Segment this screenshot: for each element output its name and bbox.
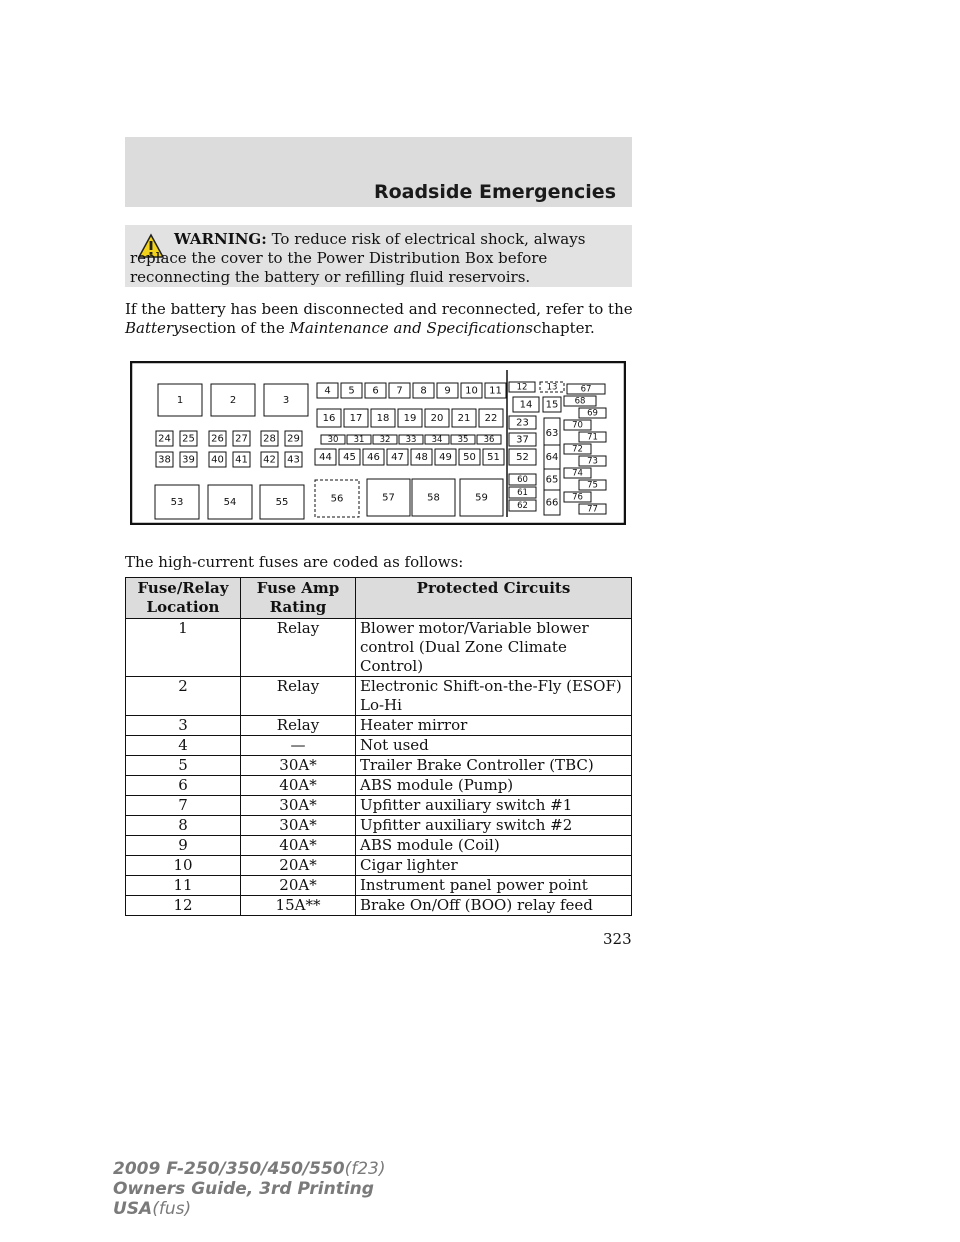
fuse-label: 45 <box>343 452 356 463</box>
fuse-16 <box>317 409 341 427</box>
fuse-46 <box>363 449 384 465</box>
fuse-label: 6 <box>372 385 379 397</box>
table-row <box>126 619 632 677</box>
fuse-label: 8 <box>420 385 427 397</box>
fuse-51 <box>483 449 504 465</box>
section-title: Roadside Emergencies <box>373 181 616 203</box>
fuse-58 <box>412 479 455 516</box>
fuse-label: 9 <box>444 385 451 397</box>
fuse-label: 41 <box>235 454 248 466</box>
fuse-33 <box>399 435 423 445</box>
cell-circuit: Electronic Shift-on-the-Fly (ESOF) Lo-Hi <box>356 677 632 716</box>
fuse-label: 23 <box>516 417 529 429</box>
page-number: 323 <box>603 930 632 948</box>
fuse-4 <box>317 383 338 398</box>
fuse-24 <box>156 431 173 446</box>
table-row <box>126 856 632 876</box>
cell-circuit: Upfitter auxiliary switch #2 <box>356 816 632 836</box>
warning-body: To reduce risk of electrical shock, always replace the cover to the Power Distribution Box before reconnecting the battery or refilling fluid reservoirs. <box>130 230 586 286</box>
fuse-2 <box>211 384 255 416</box>
fuse-61 <box>509 487 536 498</box>
fuse-label: 51 <box>487 452 500 463</box>
fuse-label: 1 <box>176 395 184 406</box>
fuse-label: 49 <box>439 452 452 463</box>
fuse-label: 28 <box>263 433 276 445</box>
fuse-label: 58 <box>427 492 440 504</box>
fuse-1 <box>158 384 202 416</box>
fuse-10 <box>461 383 482 398</box>
warning-text <box>130 230 626 287</box>
fuse-25 <box>180 431 197 446</box>
fuse-label: 24 <box>158 433 171 445</box>
cell-rating: Relay <box>241 716 356 736</box>
fuse-label: 76 <box>572 492 583 503</box>
fuse-59 <box>460 479 503 516</box>
cell-rating: 20A* <box>241 856 356 876</box>
cell-location: 5 <box>126 756 241 776</box>
cell-circuit: Cigar lighter <box>356 856 632 876</box>
table-row <box>126 756 632 776</box>
fuse-20 <box>425 409 449 427</box>
fuse-44 <box>315 449 336 465</box>
fuse-label: 43 <box>287 454 300 466</box>
fuse-label: 50 <box>463 452 476 463</box>
fuse-label: 13 <box>546 382 558 393</box>
fuse-label: 27 <box>235 433 248 445</box>
cell-circuit: Upfitter auxiliary switch #1 <box>356 796 632 816</box>
fuse-43 <box>285 452 302 467</box>
table-row <box>126 677 632 716</box>
fuse-69 <box>579 408 606 419</box>
fuse-72 <box>564 444 591 455</box>
fuse-14 <box>513 397 539 412</box>
fuse-37 <box>509 433 536 446</box>
fuse-label: 71 <box>587 432 598 443</box>
fuse-34 <box>425 435 449 445</box>
fuse-label: 3 <box>282 395 290 406</box>
fuse-23 <box>509 416 536 429</box>
fuse-label: 31 <box>353 435 365 445</box>
cell-location: 4 <box>126 736 241 756</box>
cell-rating: 40A* <box>241 776 356 796</box>
intro-text-a: If the battery has been disconnected and reconnected, refer to the <box>125 300 633 318</box>
fuse-label: 57 <box>382 492 395 504</box>
fuse-label: 38 <box>158 454 171 466</box>
fuse-label: 46 <box>367 452 380 463</box>
cell-rating: — <box>241 736 356 756</box>
cell-location: 2 <box>126 677 241 716</box>
fuse-label: 65 <box>545 474 559 486</box>
fuse-label: 30 <box>327 435 339 445</box>
fuse-70 <box>564 420 591 431</box>
fuse-38 <box>156 452 173 467</box>
fuse-13 <box>540 382 564 393</box>
header-circuits: Protected Circuits <box>356 578 632 619</box>
fuse-30 <box>321 435 345 445</box>
fuse-label: 17 <box>349 413 363 424</box>
fuse-label: 54 <box>223 497 237 508</box>
intro-text-c: chapter. <box>532 319 595 337</box>
cell-location: 8 <box>126 816 241 836</box>
table-intro: The high-current fuses are coded as follows: <box>125 553 464 571</box>
intro-maint-ref: Maintenance and Specifications <box>289 319 533 337</box>
cell-rating: 40A* <box>241 836 356 856</box>
cell-location: 6 <box>126 776 241 796</box>
cell-circuit: Brake On/Off (BOO) relay feed <box>356 896 632 916</box>
fuse-60 <box>509 474 536 485</box>
footer-model: 2009 F-250/350/450/550 <box>113 1159 345 1179</box>
fuse-5 <box>341 383 362 398</box>
fuse-label: 21 <box>457 413 471 424</box>
fuse-26 <box>209 431 226 446</box>
cell-circuit: Blower motor/Variable blower control (Dual Zone Climate Control) <box>356 619 632 677</box>
fuse-21 <box>452 409 476 427</box>
fuse-67 <box>567 384 605 395</box>
fuse-54 <box>208 485 252 519</box>
fuse-57 <box>367 479 410 516</box>
fuse-label: 25 <box>182 433 195 445</box>
fuse-label: 44 <box>319 452 332 463</box>
fuse-label: 42 <box>263 454 276 466</box>
fuse-18 <box>371 409 395 427</box>
fuse-22 <box>479 409 503 427</box>
intro-text-b: section of the <box>181 319 285 337</box>
fuse-label: 62 <box>517 501 528 511</box>
fuse-label: 68 <box>574 396 586 407</box>
fuse-28 <box>261 431 278 446</box>
fuse-76 <box>564 492 591 503</box>
table-row <box>126 836 632 856</box>
cell-rating: 30A* <box>241 756 356 776</box>
fuse-label: 52 <box>516 452 529 463</box>
fuse-label: 60 <box>517 475 528 485</box>
fuse-12 <box>509 382 535 393</box>
cell-circuit: ABS module (Coil) <box>356 836 632 856</box>
fuse-label: 33 <box>405 435 417 445</box>
fuse-label: 14 <box>519 399 533 411</box>
fuse-49 <box>435 449 456 465</box>
fuse-45 <box>339 449 360 465</box>
fuse-75 <box>579 480 606 491</box>
fuse-19 <box>398 409 422 427</box>
table-row <box>126 736 632 756</box>
cell-location: 1 <box>126 619 241 677</box>
fuse-label: 26 <box>211 433 224 445</box>
intro-battery-ref: Battery <box>125 319 182 337</box>
fuse-73 <box>579 456 606 467</box>
fuse-8 <box>413 383 434 398</box>
fuse-66 <box>544 490 560 515</box>
fuse-6 <box>365 383 386 398</box>
footer-region-code: (fus) <box>152 1199 192 1219</box>
fuse-39 <box>180 452 197 467</box>
fuse-74 <box>564 468 591 479</box>
fuse-label: 66 <box>545 497 559 509</box>
fuse-31 <box>347 435 371 445</box>
cell-rating: 15A** <box>241 896 356 916</box>
fuse-label: 67 <box>580 384 592 395</box>
cell-circuit: Heater mirror <box>356 716 632 736</box>
cell-location: 12 <box>126 896 241 916</box>
fuse-label: 18 <box>376 413 390 424</box>
table-header-row <box>126 578 632 619</box>
fuse-36 <box>477 435 501 445</box>
fuse-62 <box>509 500 536 511</box>
fuse-label: 63 <box>545 428 559 439</box>
fuse-label: 11 <box>489 385 502 397</box>
fuse-label: 20 <box>430 413 444 424</box>
fuse-label: 32 <box>379 435 391 445</box>
fuse-label: 19 <box>403 413 417 424</box>
fuse-65 <box>544 469 560 490</box>
cell-rating: 30A* <box>241 816 356 836</box>
fuse-32 <box>373 435 397 445</box>
fuse-label: 74 <box>572 468 583 479</box>
fuse-35 <box>451 435 475 445</box>
cell-rating: 30A* <box>241 796 356 816</box>
fuse-label: 70 <box>572 420 583 431</box>
fuse-15 <box>543 397 561 412</box>
fuse-label: 16 <box>322 413 336 424</box>
fuse-label: 29 <box>287 433 300 445</box>
table-row <box>126 896 632 916</box>
fuse-label: 22 <box>484 413 498 424</box>
fuse-label: 5 <box>348 385 355 397</box>
fuse-label: 4 <box>324 385 331 397</box>
header-location: Fuse/Relay Location <box>126 578 241 619</box>
warning-box <box>125 225 632 287</box>
fuse-label: 7 <box>396 385 403 397</box>
fuse-label: 35 <box>457 435 469 445</box>
fuse-label: 37 <box>516 434 529 446</box>
fuse-52 <box>509 449 536 465</box>
fuse-label: 48 <box>415 452 428 463</box>
fuse-label: 56 <box>330 493 344 505</box>
fuse-label: 75 <box>587 480 598 491</box>
cell-circuit: ABS module (Pump) <box>356 776 632 796</box>
fuse-7 <box>389 383 410 398</box>
fuse-label: 36 <box>483 435 495 445</box>
fuse-label: 40 <box>211 454 224 466</box>
cell-location: 9 <box>126 836 241 856</box>
fuse-label: 2 <box>229 395 237 406</box>
fuse-label: 72 <box>572 444 583 455</box>
fuse-label: 59 <box>475 492 488 504</box>
fuse-label: 77 <box>587 504 598 515</box>
footer <box>113 1159 386 1219</box>
fuse-label: 15 <box>545 399 559 411</box>
header-amp-rating: Fuse Amp Rating <box>241 578 356 619</box>
fuse-56 <box>315 480 359 517</box>
table-row <box>126 796 632 816</box>
fuse-label: 61 <box>517 488 528 498</box>
cell-rating: Relay <box>241 677 356 716</box>
fuse-53 <box>155 485 199 519</box>
cell-circuit: Not used <box>356 736 632 756</box>
fuse-label: 55 <box>275 497 289 508</box>
fuse-label: 73 <box>587 456 598 467</box>
fuse-label: 39 <box>182 454 195 466</box>
cell-rating: Relay <box>241 619 356 677</box>
fuse-55 <box>260 485 304 519</box>
warning-label: WARNING: <box>174 230 267 248</box>
fuse-48 <box>411 449 432 465</box>
table-row <box>126 816 632 836</box>
table-row <box>126 876 632 896</box>
cell-circuit: Instrument panel power point <box>356 876 632 896</box>
fuse-63 <box>544 418 560 448</box>
cell-location: 3 <box>126 716 241 736</box>
cell-rating: 20A* <box>241 876 356 896</box>
cell-location: 10 <box>126 856 241 876</box>
fuse-27 <box>233 431 250 446</box>
fuse-label: 47 <box>391 452 404 463</box>
fuse-29 <box>285 431 302 446</box>
fuse-11 <box>485 383 506 398</box>
fuse-label: 12 <box>516 382 528 393</box>
fuse-9 <box>437 383 458 398</box>
fuse-label: 64 <box>545 452 559 463</box>
fuse-label: 69 <box>587 408 598 419</box>
fuse-17 <box>344 409 368 427</box>
fuse-50 <box>459 449 480 465</box>
footer-printing: Owners Guide, 3rd Printing <box>113 1179 374 1199</box>
fuse-label: 34 <box>431 435 443 445</box>
fuse-label: 10 <box>465 385 478 397</box>
table-row <box>126 776 632 796</box>
cell-location: 7 <box>126 796 241 816</box>
fuse-47 <box>387 449 408 465</box>
cell-circuit: Trailer Brake Controller (TBC) <box>356 756 632 776</box>
fuse-42 <box>261 452 278 467</box>
footer-region: USA <box>113 1199 153 1219</box>
header-band <box>125 137 632 207</box>
footer-code: (f23) <box>344 1159 386 1179</box>
fuse-71 <box>579 432 606 443</box>
fuse-68 <box>564 396 596 407</box>
table-row <box>126 716 632 736</box>
fuse-table <box>125 577 632 916</box>
cell-location: 11 <box>126 876 241 896</box>
fuse-41 <box>233 452 250 467</box>
fuse-box-diagram <box>130 361 626 525</box>
battery-paragraph <box>125 300 635 338</box>
fuse-label: 53 <box>170 497 184 508</box>
fuse-77 <box>579 504 606 515</box>
fuse-3 <box>264 384 308 416</box>
fuse-40 <box>209 452 226 467</box>
fuse-64 <box>544 445 560 469</box>
